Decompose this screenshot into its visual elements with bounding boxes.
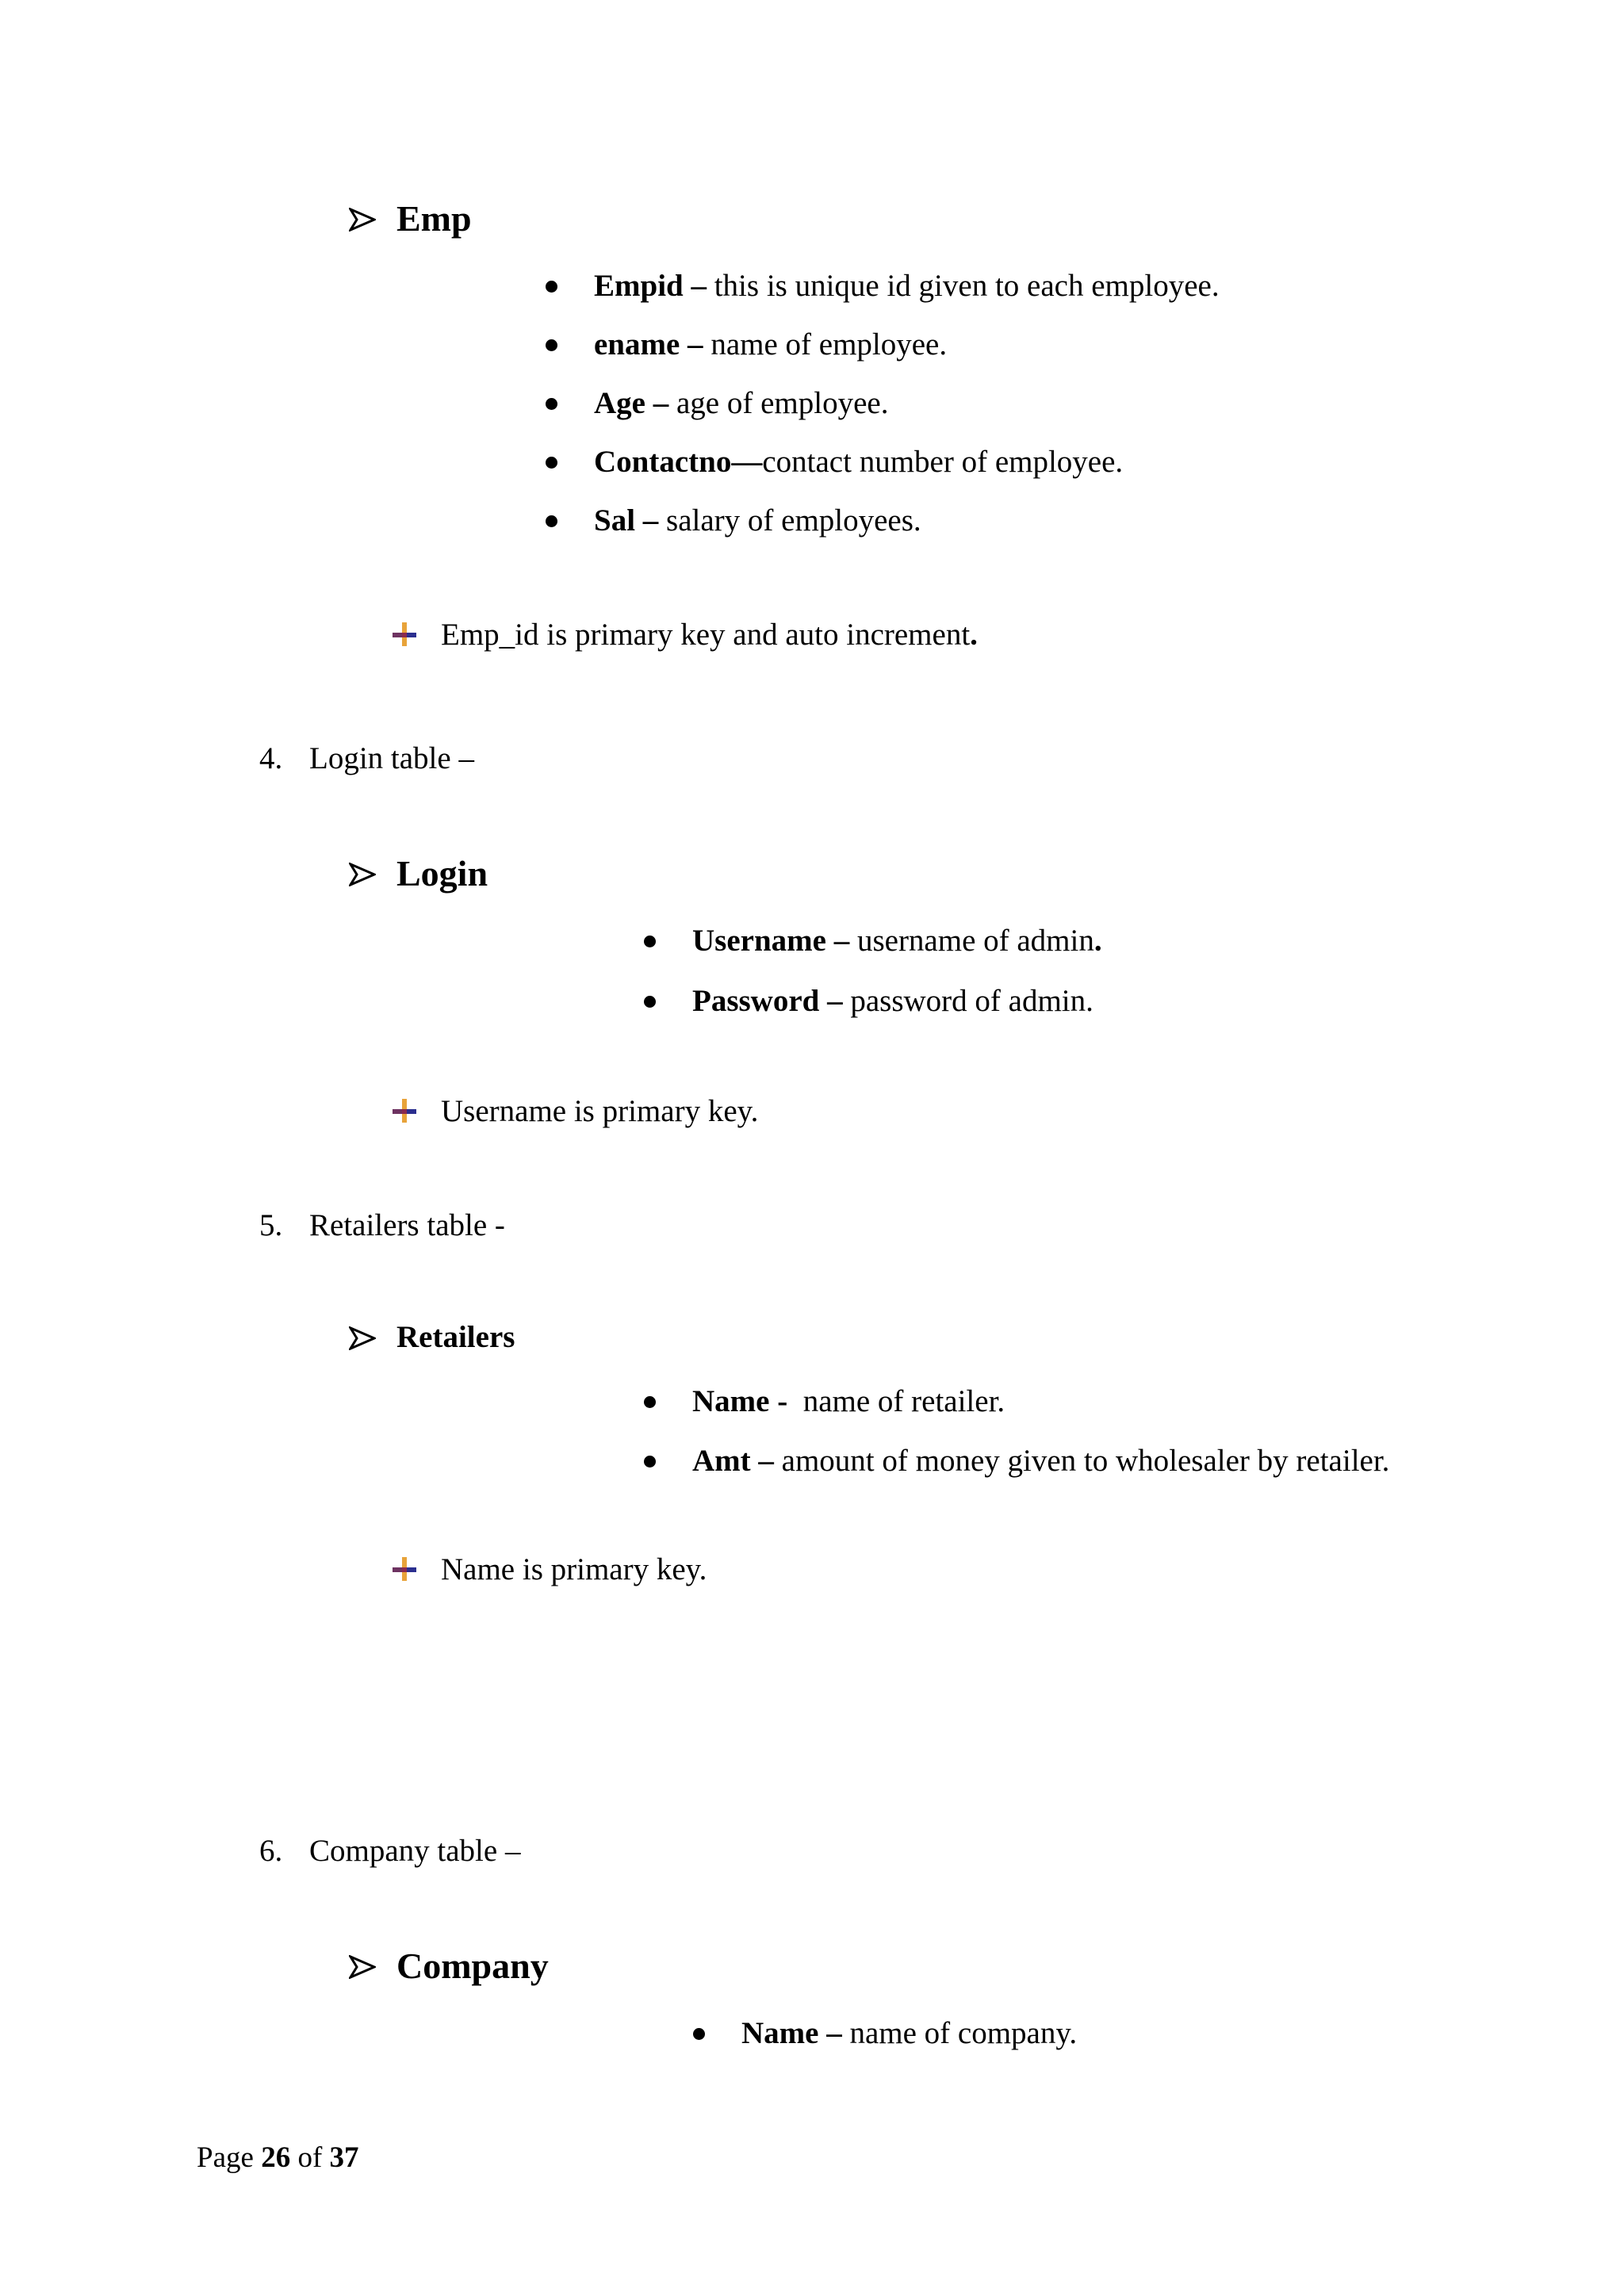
section-number: 6. — [259, 1834, 283, 1868]
field-term: Contactno— — [594, 445, 763, 479]
key-note-text: Username is primary key. — [441, 1094, 759, 1128]
bullet-dot — [644, 996, 656, 1008]
field-description-end: . — [1094, 924, 1102, 958]
list-item — [594, 385, 888, 423]
field-term: Name - — [692, 1384, 788, 1418]
list-item — [594, 326, 947, 364]
bullet-dot — [546, 339, 557, 351]
bullet-dot — [644, 936, 656, 947]
key-note — [441, 616, 978, 654]
field-term: Sal – — [594, 503, 659, 538]
field-description: contact number of employee. — [762, 445, 1124, 479]
field-term: ename – — [594, 327, 703, 362]
field-term: Amt – — [692, 1444, 774, 1478]
note-plus-icon — [392, 1098, 417, 1123]
list-item — [594, 502, 921, 540]
bullet-dot — [693, 2028, 705, 2040]
list-item — [692, 982, 1094, 1020]
list-item — [594, 267, 1220, 305]
section-number: 5. — [259, 1208, 283, 1242]
list-item — [741, 2015, 1077, 2053]
list-item — [692, 1442, 1389, 1480]
arrow-bullet-icon — [349, 863, 376, 886]
field-description: this is unique id given to each employee. — [706, 269, 1220, 303]
section-label-retailers-table: Retailers table - — [309, 1208, 505, 1242]
arrow-bullet-icon — [349, 1955, 376, 1979]
arrow-bullet-icon — [349, 208, 376, 232]
bullet-dot — [546, 398, 557, 410]
page-current: 26 — [261, 2141, 291, 2174]
field-term: Age – — [594, 386, 669, 420]
field-description: name of employee. — [703, 327, 948, 362]
field-description: amount of money given to wholesaler by retailer. — [773, 1444, 1390, 1478]
key-note-text: Name is primary key. — [441, 1552, 707, 1586]
field-term: Empid – — [594, 269, 707, 303]
field-description: age of employee. — [668, 386, 889, 420]
note-plus-icon — [392, 622, 417, 647]
page-footer — [197, 2140, 359, 2176]
field-term: Password – — [692, 984, 843, 1018]
bullet-dot — [546, 515, 557, 527]
field-description: name of company. — [841, 2016, 1078, 2050]
section-heading-emp: Emp — [396, 198, 472, 239]
list-item — [692, 922, 1102, 960]
page-total: 37 — [329, 2141, 359, 2174]
section-heading-login: Login — [396, 853, 488, 894]
field-term: Username – — [692, 924, 850, 958]
arrow-bullet-icon — [349, 1326, 376, 1350]
bullet-dot — [546, 457, 557, 469]
section-label-login-table: Login table – — [309, 741, 474, 775]
section-heading-retailers: Retailers — [396, 1320, 515, 1354]
list-item — [692, 1383, 1005, 1421]
note-plus-icon — [392, 1556, 417, 1582]
field-description: username of admin — [849, 924, 1094, 958]
field-description: salary of employees. — [658, 503, 921, 538]
bullet-dot — [644, 1456, 656, 1468]
key-note-text: Emp_id is primary key and auto increment — [441, 618, 971, 652]
bullet-dot — [644, 1396, 656, 1408]
list-item — [594, 443, 1123, 481]
section-label-company-table: Company table – — [309, 1834, 521, 1868]
section-number: 4. — [259, 741, 283, 775]
field-description: password of admin. — [842, 984, 1094, 1018]
key-note-end: . — [970, 618, 978, 652]
bullet-dot — [546, 281, 557, 293]
field-term: Name – — [741, 2016, 842, 2050]
section-heading-company: Company — [396, 1946, 549, 1986]
page-of: of — [290, 2141, 330, 2174]
field-description: name of retailer. — [787, 1384, 1005, 1418]
page-prefix: Page — [197, 2141, 262, 2174]
